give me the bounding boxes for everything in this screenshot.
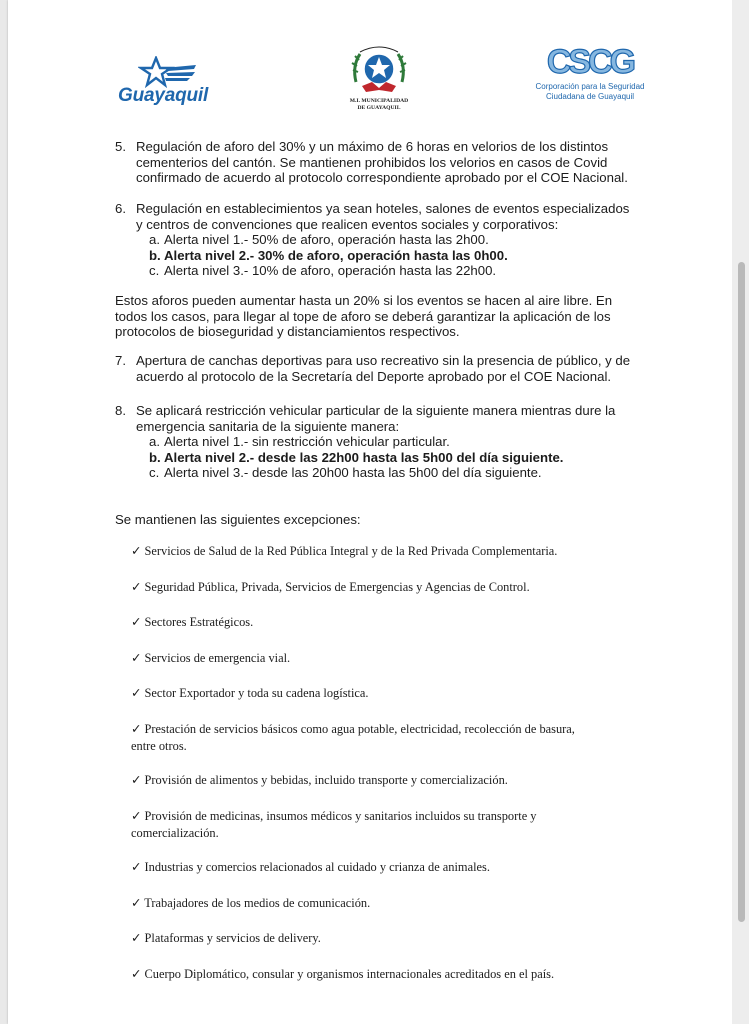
seal-emblem-icon <box>338 42 420 98</box>
list-item-5 <box>115 139 655 186</box>
item-text: Se aplicará restricción vehicular particular de la siguiente manera mientras dure la emergencia sanitaria de la siguiente manera: <box>136 403 616 434</box>
checkmark-icon: ✓ <box>131 931 142 945</box>
star-icon <box>138 56 198 88</box>
checkmark-icon: ✓ <box>131 967 142 981</box>
sub-item: a. Alerta nivel 1.- sin restricción vehicular particular. <box>149 434 450 450</box>
municipality-caption: M.I. MUNICIPALIDAD DE GUAYAQUIL <box>349 98 409 111</box>
municipality-seal <box>338 42 420 118</box>
aforo-note: Estos aforos pueden aumentar hasta un 20% si los eventos se hacen al aire libre. En todos los casos, para llegar al tope de aforo se deberá garantizar la aplicación de los protocolos de bioseguridad y distanciamientos respectivos. <box>115 293 613 340</box>
checkmark-icon: ✓ <box>131 860 142 874</box>
exceptions-heading: Se mantienen las siguientes excepciones: <box>115 512 361 527</box>
scrollbar-thumb[interactable] <box>738 262 745 922</box>
checkmark-icon: ✓ <box>131 773 142 787</box>
list-item-8 <box>115 403 655 481</box>
exception-item: ✓ Industrias y comercios relacionados al cuidado y crianza de animales. <box>131 860 490 874</box>
exception-item: ✓ Servicios de emergencia vial. <box>131 651 291 665</box>
checkmark-icon: ✓ <box>131 722 142 736</box>
checkmark-icon: ✓ <box>131 580 142 594</box>
item-number: 5. <box>115 139 126 154</box>
sub-item: b. Alerta nivel 2.- desde las 22h00 hasta las 5h00 del día siguiente. <box>149 449 564 465</box>
guayaquil-wordmark: Guayaquil <box>118 85 209 106</box>
exception-item: ✓ Sectores Estratégicos. <box>131 615 254 629</box>
item-number: 6. <box>115 201 126 216</box>
item-text: Regulación de aforo del 30% y un máximo de 6 horas en velorios de los distintos cementerios del cantón. Se mantienen prohibidos los velorios en casos de Covid confirmado de acuerdo al protocolo correspondiente aprobado por el COE Nacional. <box>136 139 628 186</box>
checkmark-icon: ✓ <box>131 651 142 665</box>
checkmark-icon: ✓ <box>131 544 142 558</box>
sub-item: b. Alerta nivel 2.- 30% de aforo, operación hasta las 0h00. <box>149 247 508 263</box>
cscg-mark-text: CSCG <box>546 43 634 80</box>
sub-item: c. Alerta nivel 3.- desde las 20h00 hasta las 5h00 del día siguiente. <box>149 465 542 481</box>
item-number: 7. <box>115 353 126 368</box>
exception-item: ✓ Provisión de medicinas, insumos médicos y sanitarios incluidos su transporte y comercialización. <box>131 809 537 840</box>
exception-item: ✓ Provisión de alimentos y bebidas, incluido transporte y comercialización. <box>131 773 508 787</box>
list-item-6 <box>115 201 655 279</box>
scrollbar-track[interactable] <box>732 0 749 1024</box>
list-item-7 <box>115 353 655 384</box>
item-text: Apertura de canchas deportivas para uso recreativo sin la presencia de público, y de acuerdo al protocolo de la Secretaría del Deporte aprobado por el COE Nacional. <box>136 353 631 384</box>
item-text: Regulación en establecimientos ya sean hoteles, salones de eventos especializados y centros de convenciones que realicen eventos sociales y corporativos: <box>136 201 630 232</box>
checkmark-icon: ✓ <box>131 615 142 629</box>
item-number: 8. <box>115 403 126 418</box>
cscg-subtitle: Corporación para la Seguridad Ciudadana de Guayaquil <box>535 82 645 101</box>
guayaquil-logo <box>118 56 218 106</box>
checkmark-icon: ✓ <box>131 809 142 823</box>
sub-list <box>136 232 655 279</box>
exception-item: ✓ Prestación de servicios básicos como agua potable, electricidad, recolección de basura, entre otros. <box>131 722 575 753</box>
exception-item: ✓ Trabajadores de los medios de comunicación. <box>131 896 371 910</box>
exception-item: ✓ Sector Exportador y toda su cadena logística. <box>131 686 369 700</box>
cscg-logo <box>530 42 650 108</box>
checkmark-icon: ✓ <box>131 686 142 700</box>
exception-item: ✓ Seguridad Pública, Privada, Servicios de Emergencias y Agencias de Control. <box>131 580 530 594</box>
sub-item: a. Alerta nivel 1.- 50% de aforo, operación hasta las 2h00. <box>149 232 489 248</box>
cscg-mark-icon <box>530 42 650 80</box>
exception-item: ✓ Servicios de Salud de la Red Pública Integral y de la Red Privada Complementaria. <box>131 544 558 558</box>
exception-item: ✓ Cuerpo Diplomático, consular y organismos internacionales acreditados en el país. <box>131 967 555 981</box>
checkmark-icon: ✓ <box>131 896 142 910</box>
sub-item: c. Alerta nivel 3.- 10% de aforo, operación hasta las 22h00. <box>149 263 497 279</box>
exception-item: ✓ Plataformas y servicios de delivery. <box>131 931 321 945</box>
sub-list <box>136 434 655 481</box>
